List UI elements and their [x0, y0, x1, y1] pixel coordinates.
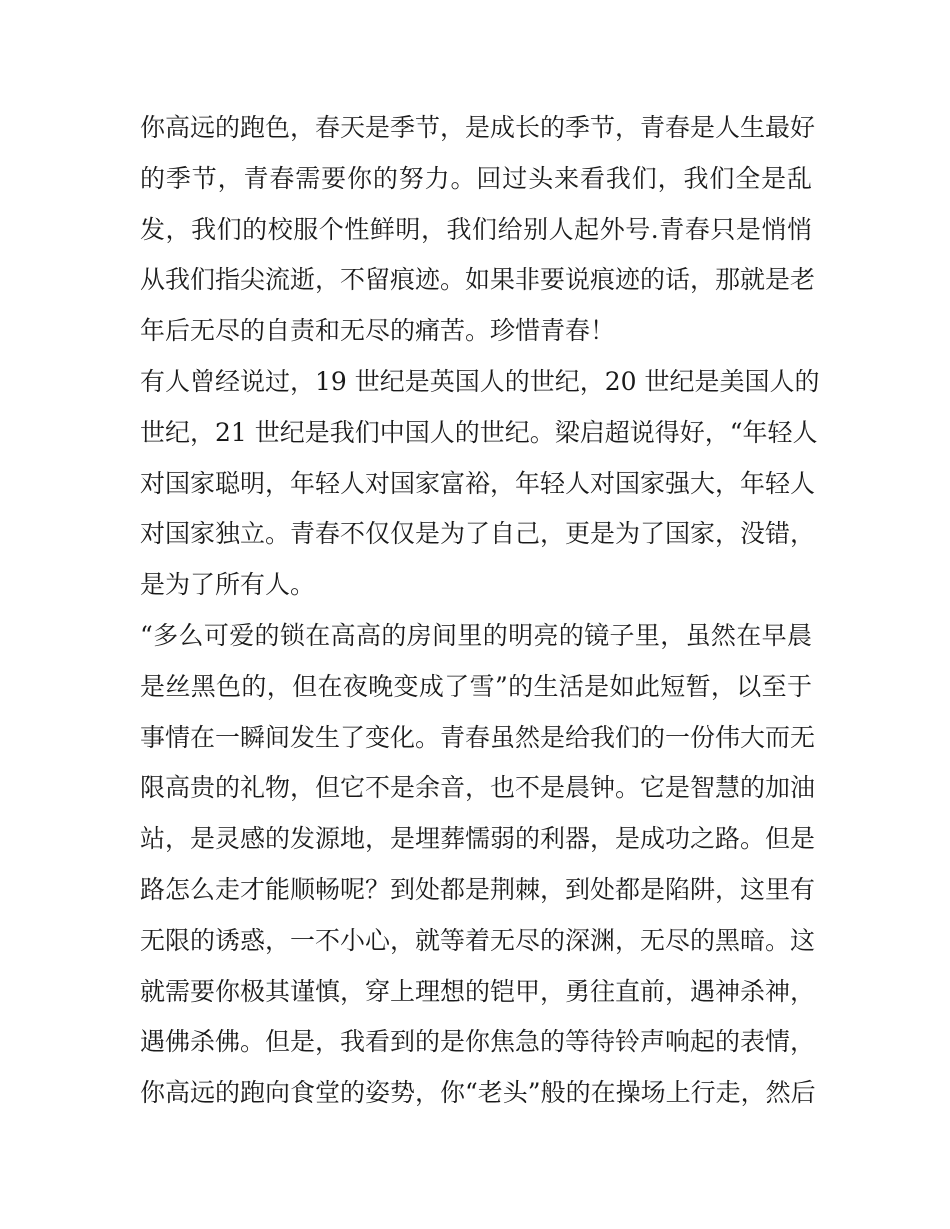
paragraph-2 [140, 357, 820, 611]
text-line: 你高远的跑向食堂的姿势，你“老头”般的在操场上行走，然后 [140, 1078, 816, 1108]
text-line: 事情在一瞬间发生了变化。青春虽然是给我们的一份伟大而无 [140, 722, 816, 752]
text-line: 路怎么走才能顺畅呢？到处都是荆棘，到处都是陷阱，这里有 [140, 874, 816, 904]
paragraph-3 [140, 611, 816, 1119]
text-line: 是为了所有人。 [140, 570, 316, 600]
text-line: 你高远的跑色，春天是季节，是成长的季节，青春是人生最好 [140, 113, 816, 142]
text-line: 世纪，21 世纪是我们中国人的世纪。梁启超说得好，“年轻人 [140, 417, 818, 447]
document-body [140, 103, 820, 1119]
text-line: 有人曾经说过，19 世纪是英国人的世纪，20 世纪是美国人的 [140, 366, 820, 396]
text-line: 年后无尽的自责和无尽的痛苦。珍惜青春！ [140, 316, 616, 346]
paragraph-1 [140, 103, 816, 357]
text-line: 对国家聪明，年轻人对国家富裕，年轻人对国家强大，年轻人 [140, 468, 816, 498]
text-line: 站，是灵感的发源地，是埋葬懦弱的利器，是成功之路。但是 [140, 824, 816, 854]
text-line: 从我们指尖流逝，不留痕迹。如果非要说痕迹的话，那就是老 [140, 265, 816, 295]
text-line: 是丝黑色的，但在夜晚变成了雪”的生活是如此短暂，以至于 [140, 671, 812, 701]
text-line: 发，我们的校服个性鲜明，我们给别人起外号.青春只是悄悄 [140, 214, 812, 244]
text-line: 无限的诱惑，一不小心，就等着无尽的深渊，无尽的黑暗。这 [140, 925, 816, 955]
text-line: 就需要你极其谨慎，穿上理想的铠甲，勇往直前，遇神杀神， [140, 976, 816, 1006]
text-line: 对国家独立。青春不仅仅是为了自己，更是为了国家，没错， [140, 519, 816, 549]
text-line: 的季节，青春需要你的努力。回过头来看我们，我们全是乱 [140, 163, 812, 193]
text-line: 遇佛杀佛。但是，我看到的是你焦急的等待铃声响起的表情， [140, 1027, 816, 1057]
text-line: 限高贵的礼物，但它不是余音，也不是晨钟。它是智慧的加油 [140, 773, 816, 803]
text-line: “多么可爱的锁在高高的房间里的明亮的镜子里，虽然在早晨 [140, 620, 812, 650]
